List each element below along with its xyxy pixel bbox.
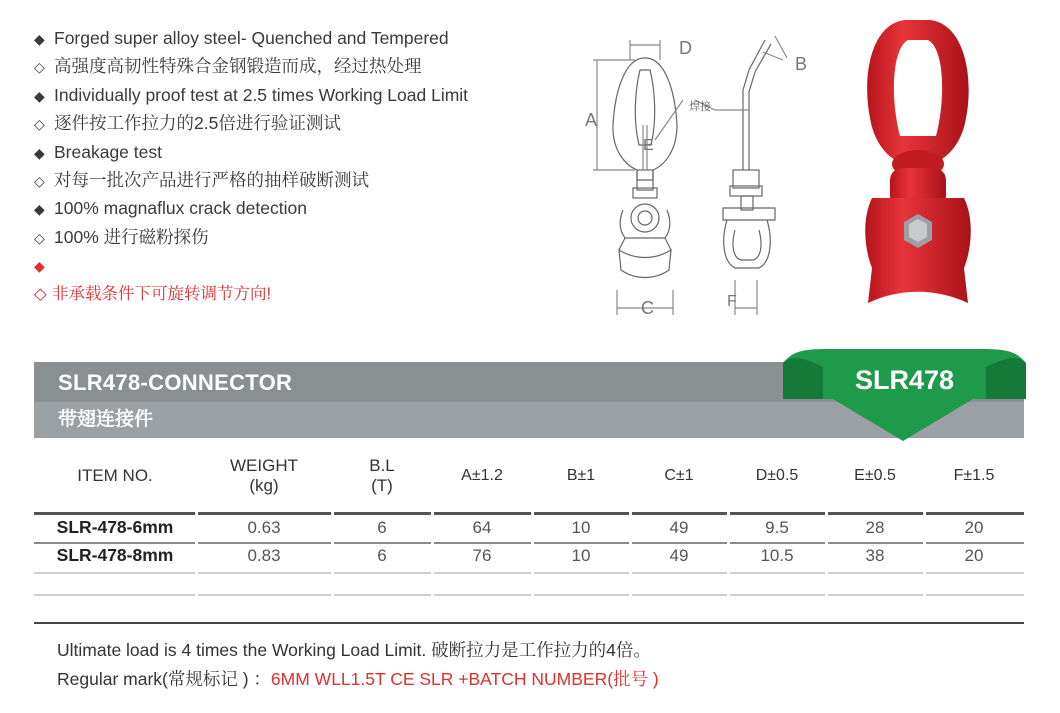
bullet-icon: ◇ [34, 116, 45, 133]
bullet-icon: ◇ [34, 59, 45, 76]
column-gap [431, 440, 434, 600]
table-row: SLR-478-6mm 0.63 6 64 10 49 9.5 28 20 [56, 517, 984, 537]
bullet-icon: ◇ [34, 284, 47, 303]
bullet-icon: ◆ [34, 87, 45, 104]
feature-item: ◆ 100% magnaflux crack detection [34, 194, 554, 222]
row-divider [34, 594, 1024, 596]
feature-item: ◇ 逐件按工作拉力的2.5倍进行验证测试 [34, 109, 554, 137]
feature-item: ◇ 100% 进行磁粉探伤 [34, 223, 554, 251]
ultimate-load-note: Ultimate load is 4 times the Working Load Limit. 破断拉力是工作拉力的4倍。 [57, 640, 651, 660]
feature-item: ◇ 高强度高韧性特殊合金钢锻造而成，经过热处理 [34, 52, 554, 80]
table-header-row [34, 454, 1024, 504]
column-gap [923, 440, 926, 600]
bullet-icon: ◆ [34, 258, 45, 275]
header-bl: B.L (T) [369, 456, 395, 495]
column-gap [629, 440, 632, 600]
bullet-icon: ◇ [34, 172, 45, 189]
weld-label: 焊接 [689, 100, 711, 113]
feature-item: ◆ Forged super alloy steel- Quenched and Tempered [34, 24, 554, 52]
feature-item: ◇ 对每一批次产品进行严格的抽样破断测试 [34, 166, 554, 194]
regular-mark-note: Regular mark(常规标记 ) ：6MM WLL1.5T CE SLR +BATCH NUMBER(批号 ) [57, 669, 659, 689]
bullet-icon: ◆ [34, 144, 45, 161]
feature-item-note: ◇ 非承载条件下可旋转调节方向! [34, 280, 554, 308]
table-row: SLR-478-8mm 0.83 6 76 10 49 10.5 38 20 [56, 545, 984, 565]
header-item: ITEM NO. [77, 466, 153, 485]
regular-mark-value: 6MM WLL1.5T CE SLR +BATCH NUMBER(批号 ) [270, 669, 659, 689]
header-c: C±1 [664, 467, 694, 484]
feature-item [34, 251, 554, 279]
footer-divider [34, 622, 1024, 624]
bullet-icon: ◆ [34, 201, 45, 218]
header-d: D±0.5 [755, 467, 799, 484]
product-subtitle: 带翅连接件 [58, 409, 154, 430]
product-photo [850, 18, 985, 313]
column-gap [331, 440, 334, 600]
product-title: SLR478-CONNECTOR [58, 370, 293, 395]
header-divider [34, 512, 1024, 515]
bullet-icon: ◆ [34, 31, 45, 47]
front-view [593, 40, 683, 315]
side-view [695, 36, 787, 315]
header-b: B±1 [566, 467, 596, 484]
dim-label-d: D [679, 38, 692, 58]
header-weight: WEIGHT (kg) [230, 456, 298, 495]
column-gap [531, 440, 534, 600]
dim-label-a: A [585, 110, 598, 130]
bullet-icon: ◇ [34, 229, 45, 246]
column-gap [727, 440, 730, 600]
feature-item: ◆ Breakage test [34, 138, 554, 166]
feature-list [34, 24, 554, 308]
dim-label-c: C [641, 298, 654, 318]
model-badge [783, 349, 1026, 441]
header-f: F±1.5 [953, 467, 995, 484]
column-gap [825, 440, 828, 600]
header-e: E±0.5 [854, 467, 896, 484]
feature-item: ◆ Individually proof test at 2.5 times Working Load Limit [34, 81, 554, 109]
model-badge-label: SLR478 [854, 365, 955, 395]
dim-label-e: E [643, 137, 654, 154]
column-gap [195, 440, 198, 600]
technical-drawing [585, 30, 815, 330]
dim-label-b: B [795, 54, 808, 74]
dim-label-f: F [727, 293, 737, 310]
header-a: A±1.2 [461, 467, 503, 484]
row-divider [34, 572, 1024, 574]
